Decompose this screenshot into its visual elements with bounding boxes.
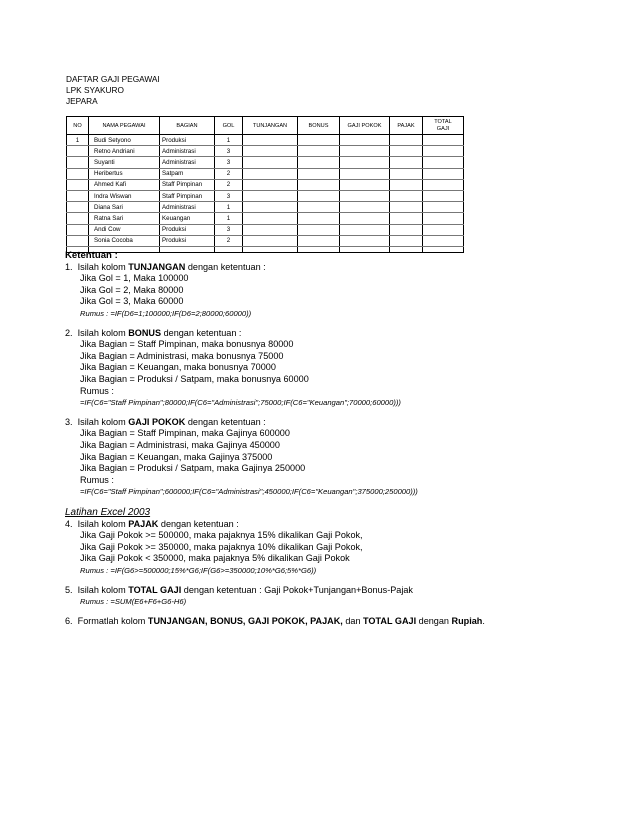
- cell-no: [67, 179, 89, 190]
- rule-line: Jika Bagian = Keuangan, maka bonusnya 70000: [80, 362, 276, 373]
- total-header-line1: TOTAL: [434, 118, 452, 125]
- rule-line: Jika Gol = 2, Maka 80000: [80, 284, 184, 295]
- table-header-row: [67, 117, 464, 135]
- cell-pajak: [390, 235, 423, 246]
- table-row: [67, 179, 464, 190]
- cell-gol: 3: [215, 157, 243, 168]
- rule-line: Jika Gol = 1, Maka 100000: [80, 273, 189, 284]
- cell-bonus: [298, 135, 340, 146]
- cell-total-gaji: [423, 224, 464, 235]
- column-header-bagian: BAGIAN: [160, 117, 215, 135]
- instruction-4: [65, 519, 485, 531]
- cell-gol: 1: [215, 135, 243, 146]
- cell-gol: 2: [215, 168, 243, 179]
- cell-pajak: [390, 157, 423, 168]
- instruction-keyword: BONUS: [128, 327, 162, 338]
- cell-pajak: [390, 168, 423, 179]
- column-header-total-gaji: [423, 117, 464, 135]
- cell-bonus: [298, 202, 340, 213]
- cell-tunjangan: [243, 146, 298, 157]
- cell-tunjangan: [243, 179, 298, 190]
- cell-gol: 2: [215, 179, 243, 190]
- cell-no: [67, 146, 89, 157]
- latihan-section: [65, 507, 485, 627]
- cell-gaji-pokok: [340, 146, 390, 157]
- cell-tunjangan: [243, 213, 298, 224]
- cell-gaji-pokok: [340, 190, 390, 201]
- rule-line: Jika Gaji Pokok >= 500000, maka pajaknya 15% dikalikan Gaji Pokok,: [80, 530, 363, 541]
- cell-pajak: [390, 202, 423, 213]
- column-header-nama: NAMA PEGAWAI: [89, 117, 160, 135]
- cell-bagian: Administrasi: [160, 202, 215, 213]
- instruction-number: 3.: [65, 416, 73, 427]
- cell-gol: 3: [215, 190, 243, 201]
- cell-total-gaji: [423, 213, 464, 224]
- header-title: DAFTAR GAJI PEGAWAI: [66, 74, 160, 84]
- rule-line: Jika Bagian = Administrasi, maka bonusnya 75000: [80, 350, 284, 361]
- instruction-5: [65, 585, 485, 597]
- table-row: [67, 146, 464, 157]
- cell-total-gaji: [423, 157, 464, 168]
- instruction-keyword: PAJAK: [128, 518, 159, 529]
- cell-nama: Suyanti: [89, 157, 160, 168]
- instruction-text: dengan ketentuan :: [158, 518, 239, 529]
- table-row: [67, 224, 464, 235]
- instruction-number: 4.: [65, 518, 73, 529]
- instruction-text: Isilah kolom: [77, 261, 129, 272]
- column-header-tunjangan: TUNJANGAN: [243, 117, 298, 135]
- ketentuan-section: [65, 250, 418, 498]
- cell-bagian: Administrasi: [160, 157, 215, 168]
- formula-line: Rumus : =IF(D6=1;100000;IF(D6=2;80000;60000)): [80, 308, 252, 318]
- cell-bagian: Administrasi: [160, 146, 215, 157]
- rule-line: Rumus :: [80, 385, 114, 396]
- cell-pajak: [390, 213, 423, 224]
- cell-pajak: [390, 146, 423, 157]
- cell-bonus: [298, 146, 340, 157]
- cell-tunjangan: [243, 135, 298, 146]
- rule-line: Jika Bagian = Produksi / Satpam, maka Gajinya 250000: [80, 463, 306, 474]
- formula-line: Rumus : =IF(G6>=500000;15%*G6;IF(G6>=350000;10%*G6;5%*G6)): [80, 565, 317, 575]
- cell-no: [67, 202, 89, 213]
- rule-line: Jika Gaji Pokok >= 350000, maka pajaknya 10% dikalikan Gaji Pokok,: [80, 541, 363, 552]
- cell-tunjangan: [243, 235, 298, 246]
- cell-nama: Diana Sari: [89, 202, 160, 213]
- instruction-text: Isilah kolom: [77, 518, 129, 529]
- table-row: [67, 213, 464, 224]
- cell-gaji-pokok: [340, 168, 390, 179]
- cell-bagian: Produksi: [160, 235, 215, 246]
- cell-no: [67, 190, 89, 201]
- instruction-keyword: TOTAL GAJI: [128, 584, 182, 595]
- latihan-title: Latihan Excel 2003: [65, 507, 151, 518]
- ketentuan-title: Ketentuan :: [65, 250, 118, 261]
- cell-nama: Ratna Sari: [89, 213, 160, 224]
- cell-gol: 2: [215, 235, 243, 246]
- table-row: [67, 157, 464, 168]
- cell-bagian: Produksi: [160, 224, 215, 235]
- column-header-gaji-pokok: GAJI POKOK: [340, 117, 390, 135]
- cell-tunjangan: [243, 168, 298, 179]
- table-row: [67, 235, 464, 246]
- instruction-text: Isilah kolom: [77, 416, 129, 427]
- formula-line: Rumus : =SUM(E6+F6+G6-H6): [80, 597, 187, 607]
- cell-total-gaji: [423, 146, 464, 157]
- cell-no: [67, 235, 89, 246]
- cell-nama: Sonia Cocoba: [89, 235, 160, 246]
- cell-total-gaji: [423, 190, 464, 201]
- cell-nama: Heribertus: [89, 168, 160, 179]
- rule-line: Jika Gaji Pokok < 350000, maka pajaknya 5% dikalikan Gaji Pokok: [80, 553, 350, 564]
- instruction-keyword: TOTAL GAJI: [363, 615, 417, 626]
- rule-line: Rumus :: [80, 474, 114, 485]
- instruction-keyword: Rupiah: [451, 615, 483, 626]
- instruction-text: Formatlah kolom: [77, 615, 148, 626]
- cell-gol: 1: [215, 202, 243, 213]
- cell-gaji-pokok: [340, 202, 390, 213]
- header-city: JEPARA: [66, 96, 98, 107]
- cell-bonus: [298, 213, 340, 224]
- cell-gol: 3: [215, 224, 243, 235]
- cell-bonus: [298, 168, 340, 179]
- rule-line: Jika Bagian = Administrasi, maka Gajinya 450000: [80, 439, 280, 450]
- instruction-text: Isilah kolom: [77, 584, 129, 595]
- instruction-text: dengan ketentuan :: [161, 327, 242, 338]
- cell-no: 1: [67, 135, 89, 146]
- cell-bonus: [298, 224, 340, 235]
- formula-line: =IF(C6="Staff Pimpinan";80000;IF(C6="Administrasi";75000;IF(C6="Keuangan";70000;60000))): [80, 398, 401, 408]
- total-header-line2: GAJI: [436, 125, 450, 132]
- instruction-text: dengan ketentuan : Gaji Pokok+Tunjangan+Bonus-Pajak: [181, 584, 413, 595]
- instruction-text: Isilah kolom: [77, 327, 129, 338]
- cell-bagian: Keuangan: [160, 213, 215, 224]
- cell-nama: Indra Wiswan: [89, 190, 160, 201]
- cell-bonus: [298, 190, 340, 201]
- formula-line: =IF(C6="Staff Pimpinan";600000;IF(C6="Administrasi";450000;IF(C6="Keuangan";375000;250000))): [80, 487, 418, 497]
- cell-no: [67, 213, 89, 224]
- cell-pajak: [390, 135, 423, 146]
- column-header-bonus: BONUS: [298, 117, 340, 135]
- rule-line: Jika Bagian = Staff Pimpinan, maka Gajinya 600000: [80, 428, 290, 439]
- cell-total-gaji: [423, 168, 464, 179]
- rule-line: Jika Gol = 3, Maka 60000: [80, 296, 184, 307]
- cell-tunjangan: [243, 224, 298, 235]
- rule-line: Jika Bagian = Keuangan, maka Gajinya 375000: [80, 451, 273, 462]
- instruction-number: 6.: [65, 615, 73, 626]
- cell-bagian: Satpam: [160, 168, 215, 179]
- table-row: [67, 168, 464, 179]
- instruction-keyword: GAJI POKOK: [128, 416, 186, 427]
- cell-pajak: [390, 224, 423, 235]
- cell-tunjangan: [243, 202, 298, 213]
- instruction-keyword: BONUS,: [210, 615, 246, 626]
- cell-nama: Ahmed Kafi: [89, 179, 160, 190]
- instruction-text: dengan ketentuan :: [185, 416, 266, 427]
- document-header: [66, 74, 160, 108]
- instruction-number: 5.: [65, 584, 73, 595]
- cell-bagian: Produksi: [160, 135, 215, 146]
- cell-gaji-pokok: [340, 235, 390, 246]
- cell-total-gaji: [423, 135, 464, 146]
- cell-gaji-pokok: [340, 157, 390, 168]
- column-header-gol: GOL: [215, 117, 243, 135]
- cell-no: [67, 157, 89, 168]
- cell-gaji-pokok: [340, 213, 390, 224]
- cell-nama: Budi Setyono: [89, 135, 160, 146]
- cell-total-gaji: [423, 202, 464, 213]
- cell-bagian: Staff Pimpinan: [160, 190, 215, 201]
- column-header-no: NO: [67, 117, 89, 135]
- instruction-3: [65, 417, 418, 429]
- cell-gol: 3: [215, 146, 243, 157]
- instruction-keyword: TUNJANGAN,: [147, 615, 208, 626]
- cell-pajak: [390, 190, 423, 201]
- instruction-1: [65, 262, 418, 274]
- cell-gaji-pokok: [340, 224, 390, 235]
- instruction-6: [65, 616, 485, 628]
- table-row: [67, 190, 464, 201]
- instruction-2: [65, 328, 418, 340]
- instruction-keyword: GAJI POKOK,: [247, 615, 308, 626]
- instruction-keyword: PAJAK,: [310, 615, 343, 626]
- cell-no: [67, 168, 89, 179]
- cell-tunjangan: [243, 190, 298, 201]
- cell-nama: Retno Andriani: [89, 146, 160, 157]
- cell-tunjangan: [243, 157, 298, 168]
- cell-bagian: Staff Pimpinan: [160, 179, 215, 190]
- cell-total-gaji: [423, 179, 464, 190]
- cell-bonus: [298, 179, 340, 190]
- table-row: [67, 202, 464, 213]
- table-row: [67, 135, 464, 146]
- cell-no: [67, 224, 89, 235]
- cell-gaji-pokok: [340, 135, 390, 146]
- cell-gaji-pokok: [340, 179, 390, 190]
- column-header-pajak: PAJAK: [390, 117, 423, 135]
- instruction-number: 1.: [65, 261, 73, 272]
- cell-bonus: [298, 235, 340, 246]
- instruction-number: 2.: [65, 327, 73, 338]
- cell-nama: Andi Cow: [89, 224, 160, 235]
- salary-table: [66, 116, 464, 253]
- instruction-keyword: TUNJANGAN: [128, 261, 186, 272]
- instruction-text: dengan: [416, 615, 452, 626]
- cell-gol: 1: [215, 213, 243, 224]
- cell-total-gaji: [423, 235, 464, 246]
- rule-line: Jika Bagian = Produksi / Satpam, maka bonusnya 60000: [80, 373, 309, 384]
- instruction-text: .: [482, 615, 485, 626]
- rule-line: Jika Bagian = Staff Pimpinan, maka bonusnya 80000: [80, 339, 294, 350]
- instruction-text: dan: [342, 615, 364, 626]
- header-organization: LPK SYAKURO: [66, 85, 124, 96]
- cell-bonus: [298, 157, 340, 168]
- instruction-text: dengan ketentuan :: [185, 261, 266, 272]
- cell-pajak: [390, 179, 423, 190]
